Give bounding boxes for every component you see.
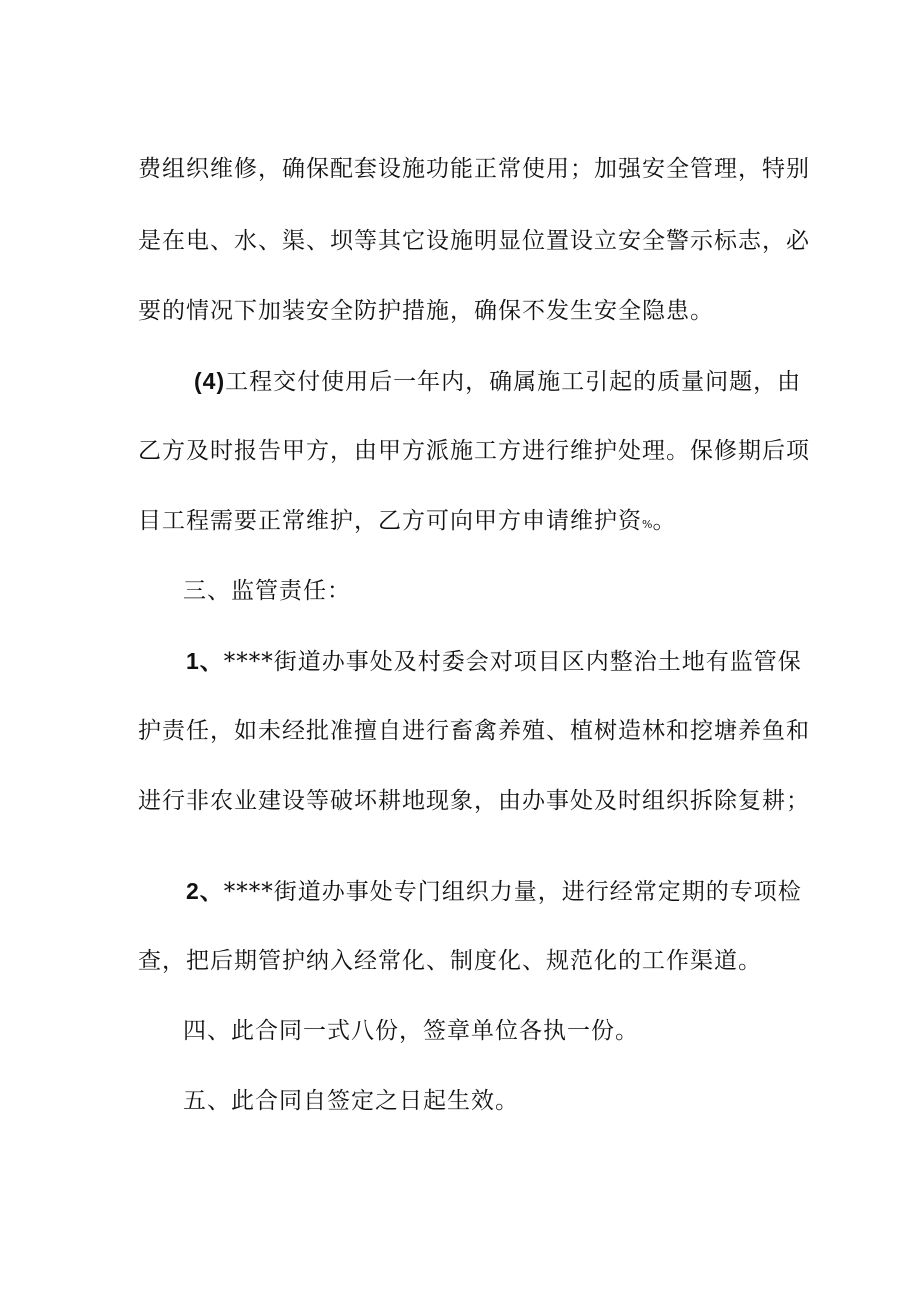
clause-2-marker: 2、: [186, 878, 224, 904]
paragraph-line: 护责任，如未经批准擅自进行畜禽养殖、植树造林和挖塘养鱼和: [138, 718, 810, 744]
item-4-text: 工程交付使用后一年内，确属施工引起的质量问题，由: [225, 369, 802, 395]
clause-1-line: [186, 646, 802, 677]
paragraph-line: 要的情况下加装安全防护措施，确保不发生安全隐患。: [138, 298, 714, 324]
item-4-stray-mark: %: [642, 518, 653, 531]
paragraph-line: 是在电、水、渠、坝等其它设施明显位置设立安全警示标志，必: [138, 228, 810, 254]
item-4-line: [194, 366, 801, 397]
item-4-text: 目工程需要正常维护，乙方可向甲方申请维护资: [138, 508, 642, 534]
clause-2-text: ****街道办事处专门组织力量，进行经常定期的专项检: [223, 879, 802, 905]
clause-2-line: [186, 876, 802, 907]
section-5-text: 五、此合同自签定之日起生效。: [183, 1088, 519, 1114]
section-3-heading: 三、监管责任：: [183, 578, 351, 604]
item-4-end: 。: [652, 508, 677, 534]
paragraph-line: 乙方及时报告甲方，由甲方派施工方进行维护处理。保修期后项: [138, 438, 810, 464]
paragraph-line: 查，把后期管护纳入经常化、制度化、规范化的工作渠道。: [138, 948, 762, 974]
clause-1-marker: 1、: [186, 648, 224, 674]
section-4-text: 四、此合同一式八份，签章单位各执一份。: [183, 1018, 639, 1044]
clause-1-text: ****街道办事处及村委会对项目区内整治土地有监管保: [223, 649, 802, 675]
item-4-marker: (4): [194, 368, 226, 394]
paragraph-line: [138, 506, 676, 540]
paragraph-line: 费组织维修，确保配套设施功能正常使用；加强安全管理，特别: [138, 156, 810, 182]
paragraph-line: 进行非农业建设等破坏耕地现象，由办事处及时组织拆除复耕；: [138, 788, 810, 814]
